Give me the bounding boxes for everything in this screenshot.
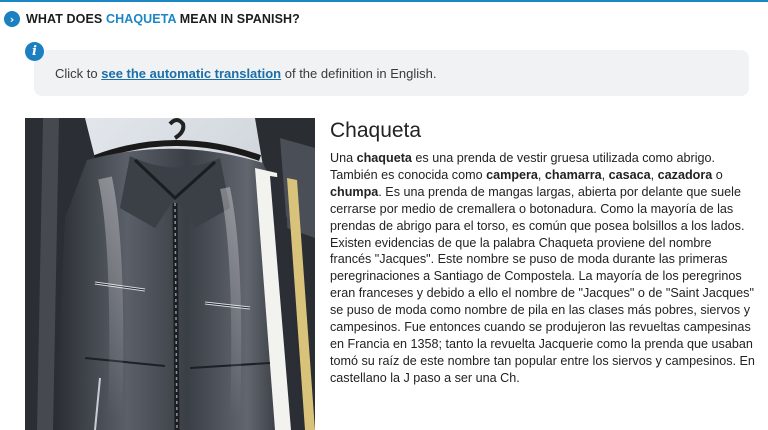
chevron-right-icon[interactable]: ›	[4, 11, 20, 27]
text-run: ,	[650, 167, 658, 182]
translation-notice-text: Click to see the automatic translation of the definition in English.	[55, 66, 437, 81]
section-heading-row	[4, 10, 300, 28]
bold-term: chaqueta	[356, 151, 412, 165]
text-run: es una prenda de vestir gruesa utilizada como abrigo. También es conocida como	[330, 151, 716, 182]
text-run: . Es una prenda de mangas largas, abierta por delante que suele cerrarse por medio de cremallera o botonadura. Como la mayoría de las prendas de abrigo para el torso, es común que posea bolsillos a los lados. Existen evidencias de que la palabra Chaqueta proviene del nombre francés "Jacques". Este nombre se puso de moda durante las primeras peregrinaciones a Santiago de Compostela. La mayoría de los peregrinos eran franceses y debido a ello el nombre de "Jacques" o de "Saint Jacques" se puso de moda como nombre de pila en las clases más pobres, siervos y campesinos. Fue entonces cuando se produjeron las revueltas campesinas en Francia en 1358; tanto la revuelta Jacquerie como la prenda que usaban tomó su raíz de este nombre tan popular entre los siervos y campesinos. En castellano la J paso a ser una Ch.	[330, 184, 755, 385]
article-definition	[330, 150, 755, 387]
heading-word: CHAQUETA	[105, 12, 177, 26]
top-divider	[0, 0, 768, 2]
leather-jacket-photo	[25, 118, 315, 430]
text-run: ,	[537, 167, 545, 182]
section-heading: WHAT DOES CHAQUETA MEAN IN SPANISH?	[26, 12, 300, 26]
bold-term: chamarra	[544, 167, 602, 182]
text-run: ,	[601, 167, 609, 182]
text-run: o	[712, 167, 723, 182]
automatic-translation-link[interactable]: see the automatic translation	[101, 66, 282, 81]
bold-term: cazadora	[657, 167, 713, 182]
text-run: Una	[330, 151, 357, 165]
bold-term: chumpa	[330, 184, 379, 199]
bold-term: campera	[486, 167, 538, 182]
article-title: Chaqueta	[330, 119, 422, 142]
info-icon: i	[25, 42, 44, 61]
bold-term: casaca	[608, 167, 651, 182]
